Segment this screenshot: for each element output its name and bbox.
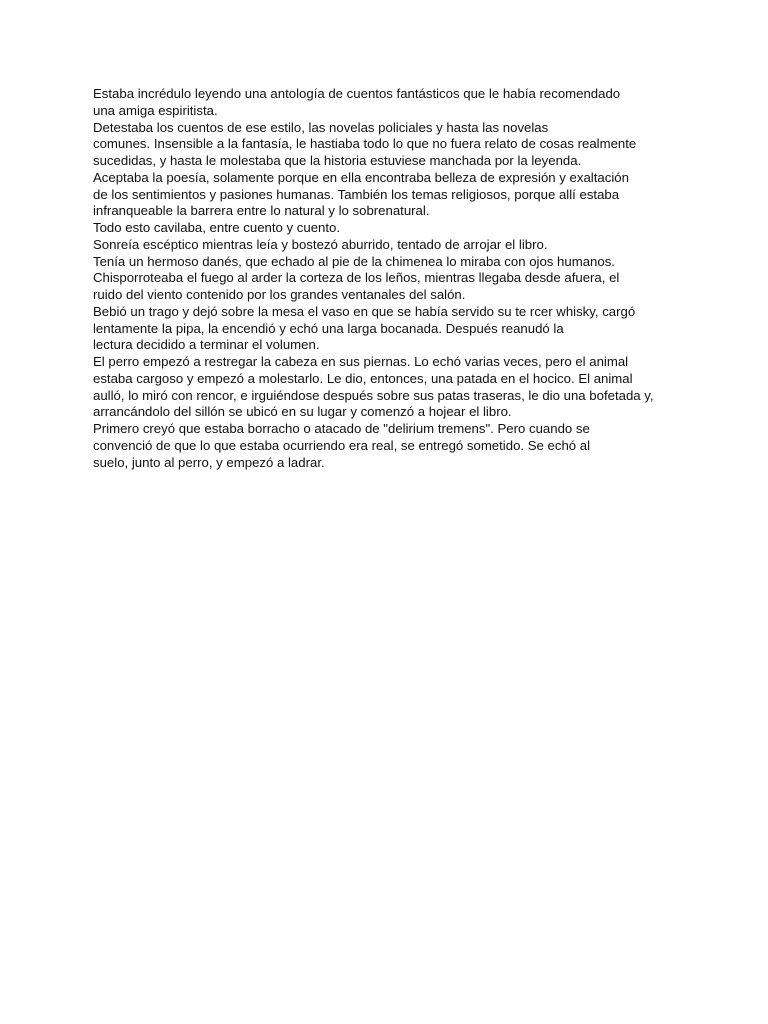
text-line: infranqueable la barrera entre lo natural y lo sobrenatural. — [93, 203, 430, 219]
text-line: convenció de que lo que estaba ocurriendo era real, se entregó sometido. Se echó al — [93, 437, 591, 453]
text-line: Todo esto cavilaba, entre cuento y cuento. — [93, 220, 341, 235]
text-line: Estaba incrédulo leyendo una antología de cuentos fantásticos que le había recomendado — [93, 86, 621, 101]
text-line: Primero creyó que estaba borracho o atacado de "delirium tremens". Pero cuando se — [93, 421, 590, 436]
text-line: sucedidas, y hasta le molestaba que la historia estuviese manchada por la leyenda. — [93, 153, 582, 168]
text-line: Tenía un hermoso danés, que echado al pie de la chimenea lo miraba con ojos humanos. — [93, 253, 615, 269]
text-line: lectura decidido a terminar el volumen. — [93, 337, 320, 353]
text-line: arrancándolo del sillón se ubicó en su lugar y comenzó a hojear el libro. — [93, 404, 512, 420]
text-line: una amiga espiritista. — [93, 102, 218, 118]
text-line: suelo, junto al perro, y empezó a ladrar. — [93, 454, 325, 470]
text-line: lentamente la pipa, la encendió y echó una larga bocanada. Después reanudó la — [93, 320, 564, 336]
text-line: Chisporroteaba el fuego al arder la corteza de los leños, mientras llegaba desde afuera, el — [93, 270, 620, 286]
text-line: estaba cargoso y empezó a molestarlo. Le dio, entonces, una patada en el hocico. El animal — [93, 370, 633, 386]
story-text — [93, 86, 673, 471]
text-line: El perro empezó a restregar la cabeza en sus piernas. Lo echó varias veces, pero el animal — [93, 354, 629, 369]
text-line: Aceptaba la poesía, solamente porque en ella encontraba belleza de expresión y exaltación — [93, 169, 629, 185]
text-line: ruido del viento contenido por los grandes ventanales del salón. — [93, 287, 466, 302]
text-line: aulló, lo miró con rencor, e irguiéndose después sobre sus patas traseras, le dio una bofetada y, — [93, 387, 654, 403]
text-line: comunes. Insensible a la fantasía, le hastiaba todo lo que no fuera relato de cosas realmente — [93, 136, 637, 152]
text-line: Bebió un trago y dejó sobre la mesa el vaso en que se había servido su te rcer whisky, cargó — [93, 303, 636, 319]
text-line: Detestaba los cuentos de ese estilo, las novelas policiales y hasta las novelas — [93, 119, 549, 135]
text-line: de los sentimientos y pasiones humanas. También los temas religiosos, porque allí estaba — [93, 186, 620, 202]
text-line: Sonreía escéptico mientras leía y bostezó aburrido, tentado de arrojar el libro. — [93, 236, 548, 252]
